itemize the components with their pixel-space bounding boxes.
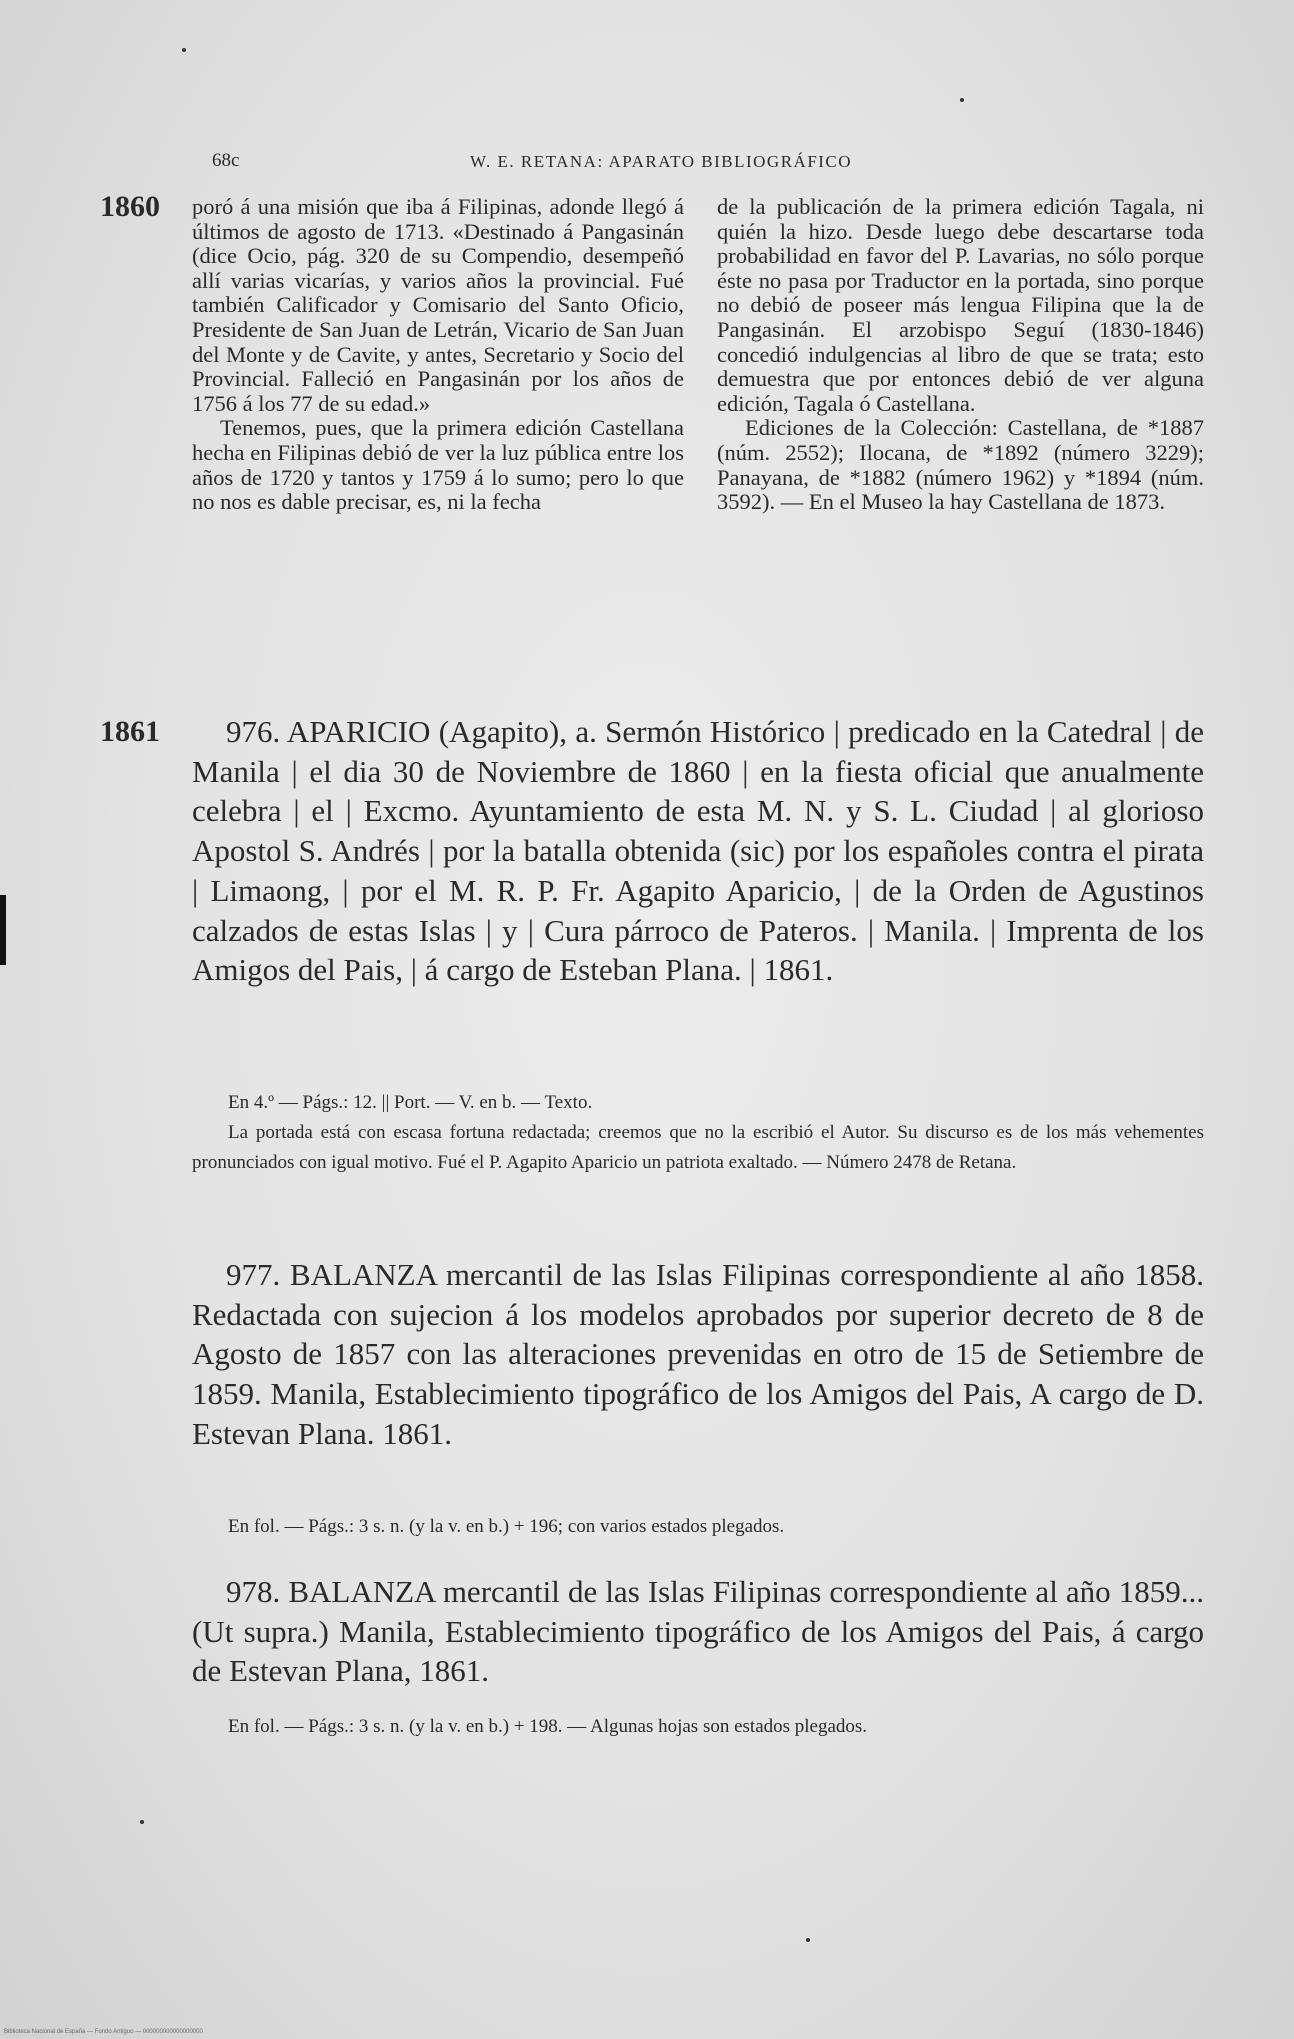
paper-speck	[960, 98, 964, 102]
entry-number: 977.	[226, 1257, 281, 1292]
entry-976-notes	[192, 1088, 1204, 1178]
running-title: W. E. RETANA: APARATO BIBLIOGRÁFICO	[470, 152, 853, 171]
scan-edge-mark	[0, 895, 6, 965]
entry-note: La portada está con escasa fortuna redactada; creemos que no la escribió el Autor. Su discurso es de los más vehementes pronunciados con igual motivo. Fué el P. Agapito Aparicio un patriota exaltado. — Número 2478 de Retana.	[192, 1122, 1204, 1173]
year-marker-entry: 1861	[100, 715, 160, 748]
entry-number: 976.	[226, 714, 281, 749]
entry-note: En fol. — Págs.: 3 s. n. (y la v. en b.) + 198. — Algunas hojas son estados plegados.	[228, 1716, 868, 1737]
right-column	[717, 195, 1204, 515]
entry-978-notes	[192, 1712, 1204, 1742]
paper-speck	[140, 1820, 144, 1824]
entry-text: APARICIO (Agapito), a. Sermón Histórico | predicado en la Catedral | de Manila | el dia 30 de Noviembre de 1860 | en la fiesta oficial que anualmente celebra | el | Excmo. Ayuntamiento de esta M. N. y S. L. Ciudad | al glorioso Apostol S. Andrés | por la batalla obtenida (sic) por los españoles contra el pirata | Limaong, | por el M. R. P. Fr. Agapito Aparicio, | de la Orden de Agustinos calzados de estas Islas | y | Cura párroco de Pateros. | Manila. | Imprenta de los Amigos del Pais, | á cargo de Esteban Plana. | 1861.	[192, 714, 1204, 988]
right-paragraph-1: de la publicación de la primera edición Tagala, ni quién la hizo. Desde luego debe descartarse toda probabilidad en favor del P. Lavarias, no sólo porque éste no pasa por Traductor en la portada, sino porque no debió de poseer más lengua Filipina que la de Pangasinán. El arzobispo Seguí (1830-1846) concedió indulgencias al libro de que se trata; esto demuestra que por entonces debió de ver alguna edición, Tagala ó Castellana.	[717, 194, 1204, 416]
left-column	[192, 195, 684, 515]
page-number: 68c	[212, 150, 240, 171]
left-paragraph-2: Tenemos, pues, que la primera edición Castellana hecha en Filipinas debió de ver la luz pública entre los años de 1720 y tantos y 1759 á lo sumo; pero lo que no nos es dable precisar, es, ni la fecha	[192, 415, 684, 515]
paper-speck	[806, 1938, 810, 1942]
paper-speck	[182, 48, 186, 52]
left-paragraph-1: poró á una misión que iba á Filipinas, adonde llegó á últimos de agosto de 1713. «Destinado á Pangasinán (dice Ocio, pág. 320 de su Compendio, desempeñó allí varias vicarías, y varios años la provincial. Fué también Calificador y Comisario del Santo Oficio, Presidente de San Juan de Letrán, Vicario de San Juan del Monte y de Cavite, y antes, Secretario y Socio del Provincial. Falleció en Pangasinán por los años de 1756 á los 77 de su edad.»	[192, 194, 684, 416]
entry-number: 978.	[226, 1574, 281, 1609]
entry-text: BALANZA mercantil de las Islas Filipinas correspondiente al año 1858. Redactada con sujecion á los modelos aprobados por superior decreto de 8 de Agosto de 1857 con las alteraciones prevenidas en otro de 15 de Setiembre de 1859. Manila, Establecimiento tipográfico de los Amigos del Pais, A cargo de D. Estevan Plana. 1861.	[192, 1257, 1205, 1451]
entry-text: BALANZA mercantil de las Islas Filipinas correspondiente al año 1859... (Ut supra.) Manila, Establecimiento tipográfico de los Amigos del Pais, á cargo de Estevan Plana, 1861.	[192, 1574, 1205, 1689]
entry-978	[192, 1572, 1204, 1691]
entry-977	[192, 1255, 1204, 1454]
year-marker-top: 1860	[100, 190, 160, 223]
scan-footer-tag: Biblioteca Nacional de España — Fondo Antiguo — 000000000000000000	[4, 2029, 203, 2035]
entry-976	[192, 712, 1204, 990]
right-paragraph-2: Ediciones de la Colección: Castellana, de *1887 (núm. 2552); Ilocana, de *1892 (número 3229); Panayana, de *1882 (número 1962) y *1894 (núm. 3592). — En el Museo la hay Castellana de 1873.	[717, 415, 1204, 515]
entry-note: En fol. — Págs.: 3 s. n. (y la v. en b.) + 196; con varios estados plegados.	[228, 1516, 785, 1537]
entry-977-notes	[192, 1512, 1204, 1542]
entry-note: En 4.º — Págs.: 12. || Port. — V. en b. — Texto.	[228, 1092, 593, 1113]
